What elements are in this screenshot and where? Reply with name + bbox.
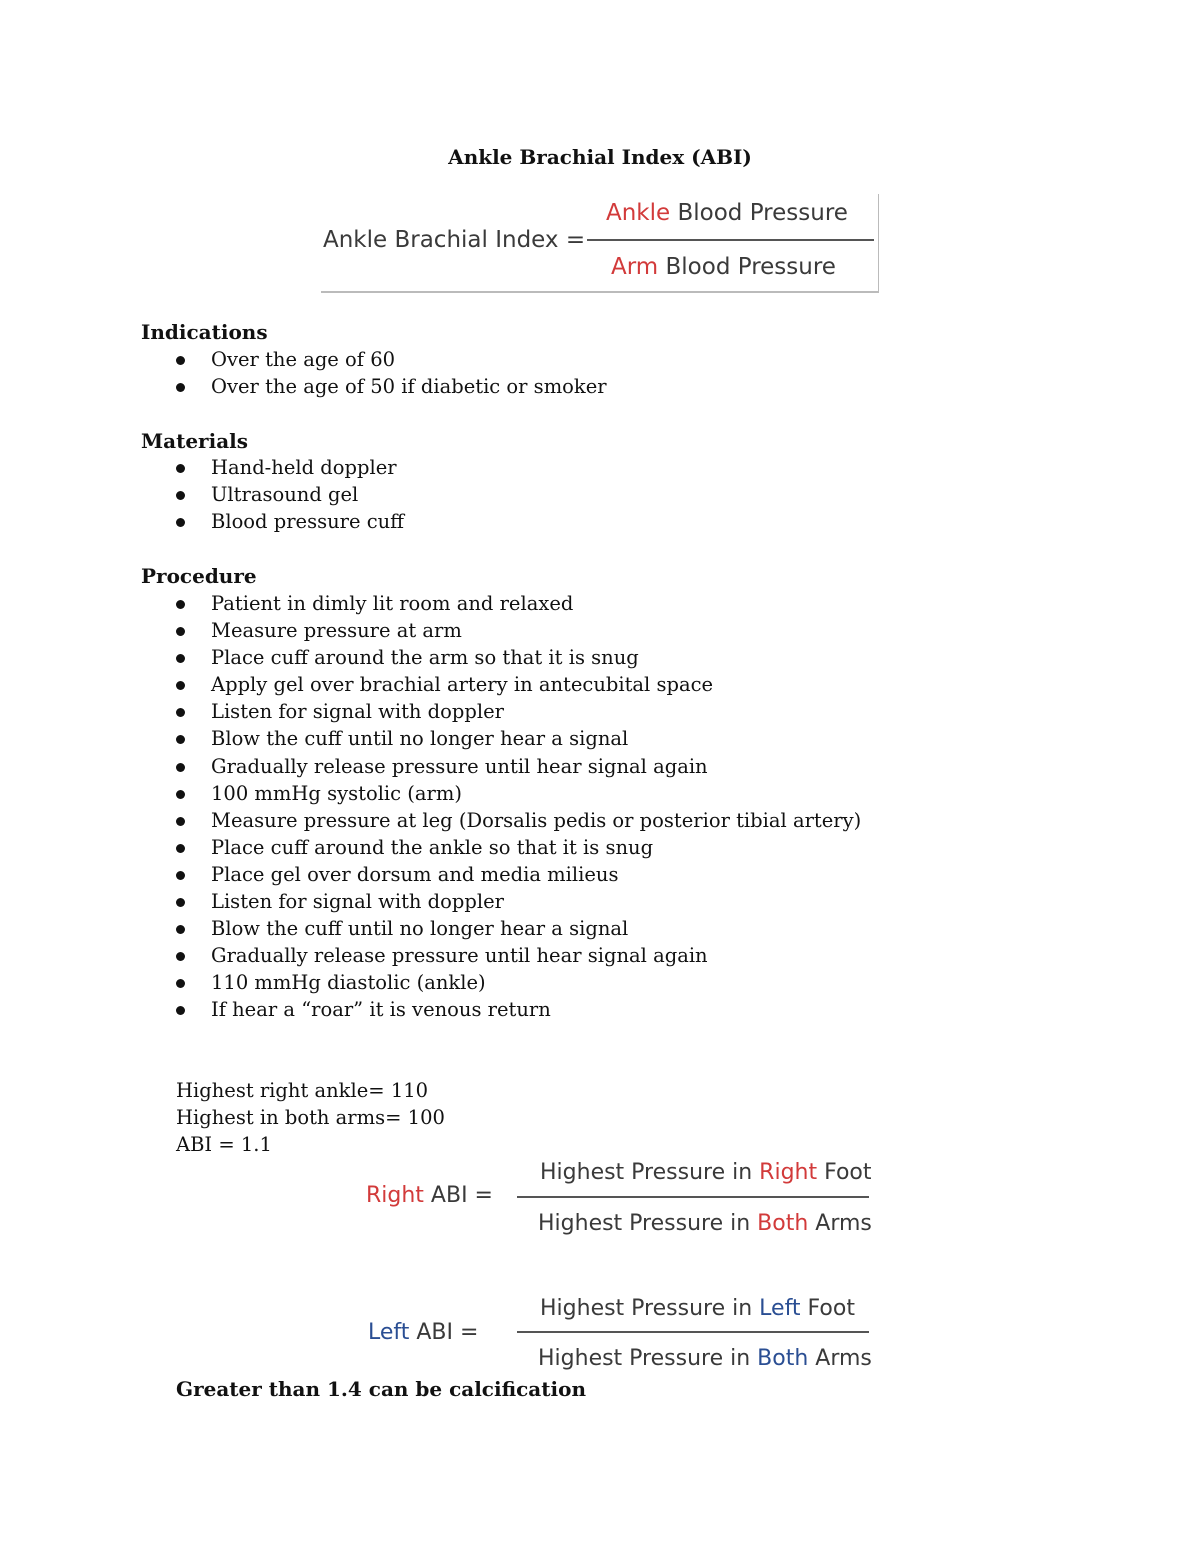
indications-heading: Indications: [141, 320, 268, 344]
left-abi-num-highlight: Left: [759, 1296, 801, 1321]
formula-numerator-rest: Blood Pressure: [670, 200, 848, 226]
right-abi-fraction-line: [517, 1196, 869, 1198]
procedure-heading: Procedure: [141, 564, 257, 588]
page-title: Ankle Brachial Index (ABI): [448, 145, 752, 169]
calc-right-ankle: Highest right ankle= 110: [176, 1079, 429, 1102]
list-item: 100 mmHg systolic (arm): [141, 780, 861, 807]
abi-formula-figure: [321, 194, 879, 293]
right-abi-den-highlight: Both: [757, 1211, 809, 1236]
list-item: Blow the cuff until no longer hear a signal: [141, 725, 861, 752]
list-item: Over the age of 50 if diabetic or smoker: [141, 373, 607, 400]
right-abi-num-suffix: Foot: [817, 1160, 872, 1185]
list-item: Place cuff around the arm so that it is snug: [141, 644, 861, 671]
left-abi-denominator: [538, 1346, 872, 1371]
left-abi-lhs: [368, 1320, 478, 1345]
left-abi-num-suffix: Foot: [800, 1296, 855, 1321]
left-abi-fraction-line: [517, 1331, 869, 1333]
list-item: Place gel over dorsum and media milieus: [141, 861, 861, 888]
list-item: Blow the cuff until no longer hear a signal: [141, 915, 861, 942]
formula-denominator-rest: Blood Pressure: [658, 254, 836, 280]
left-abi-num-prefix: Highest Pressure in: [540, 1296, 760, 1321]
calc-abi-result: ABI = 1.1: [176, 1133, 272, 1156]
list-item: Hand-held doppler: [141, 454, 404, 481]
left-abi-lhs-rest: ABI =: [409, 1320, 479, 1345]
materials-list: [141, 454, 404, 535]
list-item: Gradually release pressure until hear signal again: [141, 942, 861, 969]
right-abi-denominator: [538, 1211, 872, 1236]
formula-denominator: [611, 254, 836, 280]
right-abi-lhs-highlight: Right: [366, 1183, 424, 1208]
calc-both-arms: Highest in both arms= 100: [176, 1106, 445, 1129]
list-item: Over the age of 60: [141, 346, 607, 373]
left-abi-den-suffix: Arms: [808, 1346, 872, 1371]
list-item: Listen for signal with doppler: [141, 888, 861, 915]
left-abi-lhs-highlight: Left: [368, 1320, 410, 1345]
formula-lhs: Ankle Brachial Index =: [323, 227, 586, 253]
formula-denominator-highlight: Arm: [611, 254, 659, 280]
procedure-list: [141, 590, 861, 1024]
list-item: Apply gel over brachial artery in antecubital space: [141, 671, 861, 698]
right-abi-lhs-rest: ABI =: [423, 1183, 493, 1208]
right-abi-den-prefix: Highest Pressure in: [538, 1211, 758, 1236]
right-abi-numerator: [540, 1160, 872, 1185]
left-abi-den-prefix: Highest Pressure in: [538, 1346, 758, 1371]
indications-list: [141, 346, 607, 400]
list-item: Blood pressure cuff: [141, 508, 404, 535]
list-item: Measure pressure at leg (Dorsalis pedis or posterior tibial artery): [141, 807, 861, 834]
materials-heading: Materials: [141, 429, 249, 453]
right-abi-lhs: [366, 1183, 493, 1208]
right-abi-den-suffix: Arms: [808, 1211, 872, 1236]
right-abi-num-prefix: Highest Pressure in: [540, 1160, 760, 1185]
list-item: 110 mmHg diastolic (ankle): [141, 969, 861, 996]
list-item: Place cuff around the ankle so that it is snug: [141, 834, 861, 861]
left-abi-den-highlight: Both: [757, 1346, 809, 1371]
formula-numerator: [606, 200, 848, 226]
list-item: If hear a “roar” it is venous return: [141, 996, 861, 1023]
right-abi-num-highlight: Right: [759, 1160, 818, 1185]
formula-numerator-highlight: Ankle: [606, 200, 671, 226]
left-abi-numerator: [540, 1296, 855, 1321]
list-item: Patient in dimly lit room and relaxed: [141, 590, 861, 617]
list-item: Measure pressure at arm: [141, 617, 861, 644]
formula-fraction-line: [587, 239, 874, 241]
conclusion-text: Greater than 1.4 can be calcification: [176, 1377, 586, 1401]
list-item: Gradually release pressure until hear signal again: [141, 753, 861, 780]
list-item: Listen for signal with doppler: [141, 698, 861, 725]
list-item: Ultrasound gel: [141, 481, 404, 508]
